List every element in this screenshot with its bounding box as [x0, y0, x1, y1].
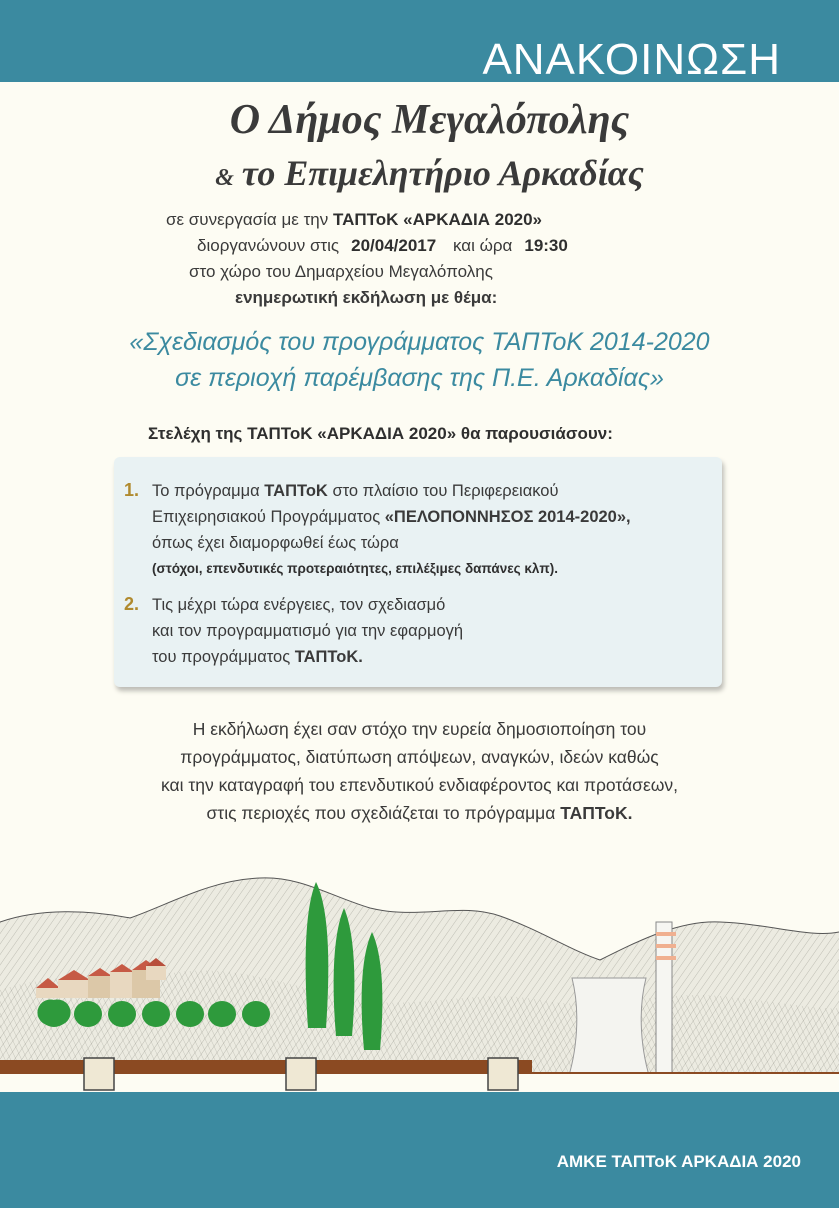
closing-line-2: προγράμματος, διατύπωση απόψεων, αναγκών, ιδεών καθώς: [180, 747, 659, 767]
title-ampersand: &: [215, 165, 234, 191]
agenda-1-text-d: (στόχοι, επενδυτικές προτεραιότητες, επιλέξιμες δαπάνες κλπ).: [152, 561, 558, 576]
topic-line-2: σε περιοχή παρέμβασης της Π.Ε. Αρκαδίας»: [175, 364, 664, 392]
footer-org: ΑΜΚΕ ΤΑΠΤοΚ ΑΡΚΑΔΙΑ 2020: [556, 1152, 801, 1171]
presenters-bold: ΑΡΚΑΔΙΑ 2020: [326, 424, 447, 443]
title-line-1: Ο Δήμος Μεγαλόπολης: [229, 97, 630, 143]
agenda-2-text-b: και τον προγραμματισμό για την εφαρμογή: [152, 622, 464, 640]
intro-line-2-text: διοργανώνουν στις: [197, 236, 340, 255]
soil-strip: [0, 1060, 532, 1074]
closing-line-1: Η εκδήλωση έχει σαν στόχο την ευρεία δημοσιοποίηση του: [192, 719, 647, 739]
agenda-2-text-a: Τις μέχρι τώρα ενέργειες, τον σχεδιασμό: [152, 596, 446, 614]
agenda-2-text-c: του προγράμματος: [152, 648, 291, 666]
intro-line-4: ενημερωτική εκδήλωση με θέμα:: [235, 288, 498, 307]
event-time: 19:30: [524, 236, 568, 255]
agenda-1-text-b: Επιχειρησιακού Προγράμματος: [152, 508, 381, 526]
presenters-heading: [148, 424, 613, 444]
agenda-number-2: 2.: [124, 594, 140, 614]
closing-line-3: και την καταγραφή του επενδυτικού ενδιαφέροντος και προτάσεων,: [160, 775, 679, 795]
agenda-1-text-a-post: στο πλαίσιο του Περιφερειακού: [332, 482, 559, 500]
intro-line-2-mid: και ώρα: [452, 236, 513, 255]
closing-paragraph: [0, 715, 839, 827]
post-1: [84, 1058, 114, 1090]
title-line-2-text: το Επιμελητήριο Αρκαδίας: [241, 153, 644, 193]
agenda-item-2: [152, 592, 463, 670]
title-line-2: [0, 152, 839, 194]
closing-line-4-bold: ΤΑΠΤοΚ.: [560, 803, 633, 823]
agenda-item-1: [152, 478, 631, 582]
agenda-1-bold-a: ΤΑΠΤοΚ: [264, 482, 328, 500]
landscape-illustration: [0, 860, 839, 1095]
intro-line-1-text: σε συνεργασία με την: [166, 210, 329, 229]
agenda-1-text-a: Το πρόγραμμα: [152, 482, 260, 500]
agenda-number-1: 1.: [124, 480, 140, 500]
cooling-tower: [566, 978, 652, 1085]
presenters-pre: Στελέχη της ΤΑΠΤοΚ «: [148, 424, 327, 443]
topic-line-1: «Σχεδιασμός του προγράμματος ΤΑΠΤοΚ 2014-2020: [129, 328, 710, 356]
event-date: 20/04/2017: [351, 236, 437, 255]
agenda-1-text-c: όπως έχει διαμορφωθεί έως τώρα: [152, 534, 399, 552]
post-2: [286, 1058, 316, 1090]
post-3: [488, 1058, 518, 1090]
intro-org: ΤΑΠΤοΚ «ΑΡΚΑΔΙΑ 2020»: [332, 210, 543, 229]
closing-line-4: στις περιοχές που σχεδιάζεται το πρόγραμμα: [206, 803, 556, 823]
intro-line-1: [166, 210, 542, 230]
intro-line-2: [197, 236, 568, 256]
agenda-1-bold-b: «ΠΕΛΟΠΟΝΝΗΣΟΣ 2014-2020»,: [384, 508, 631, 526]
agenda-2-bold-c: ΤΑΠΤοΚ.: [294, 648, 363, 666]
bottom-band: [0, 1092, 839, 1208]
announcement-heading: ΑΝΑΚΟΙΝΩΣΗ: [482, 35, 781, 84]
presenters-post: » θα παρουσιάσουν:: [446, 424, 613, 443]
intro-line-3: στο χώρο του Δημαρχείου Μεγαλόπολης: [189, 262, 493, 281]
